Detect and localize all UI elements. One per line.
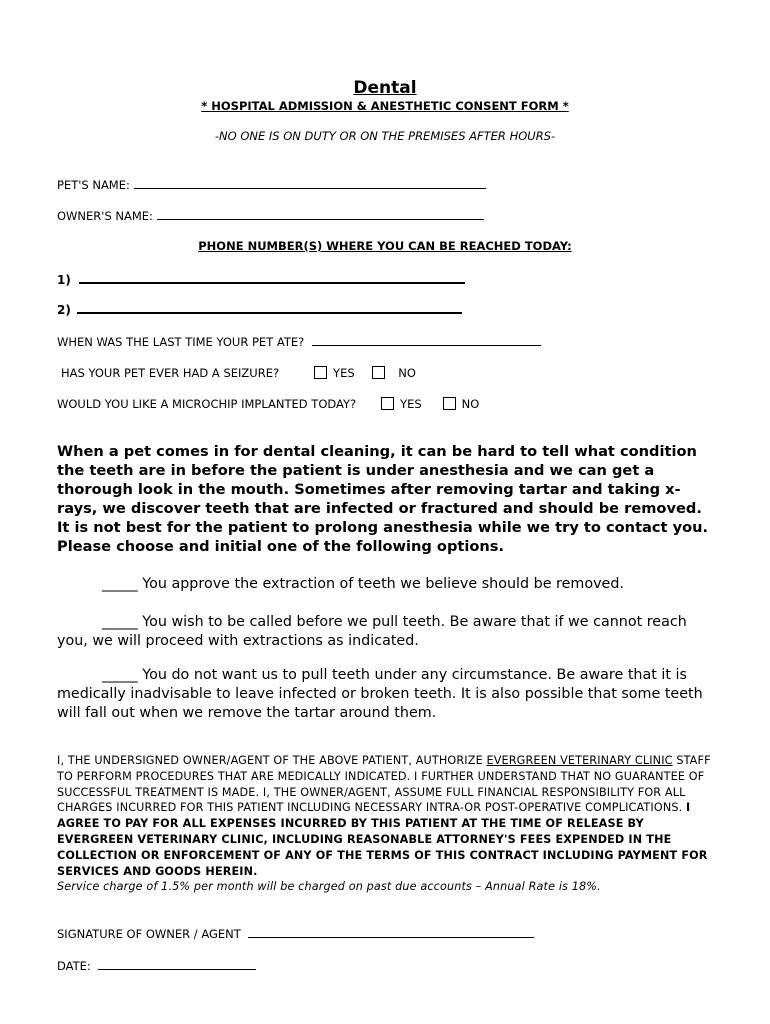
pet-name-field[interactable] xyxy=(57,178,486,192)
microchip-label: WOULD YOU LIKE A MICROCHIP IMPLANTED TODAY? xyxy=(57,397,357,411)
legal-text-2: STAFF TO PERFORM PROCEDURES THAT ARE MEDICALLY INDICATED. I FURTHER UNDERSTAND THAT NO GUARANTEE OF SUCCESSFUL TREATMENT IS MADE. I, THE OWNER/AGENT, ASSUME FULL FINANCIAL RESPONSIBILITY FOR ALL CHARGES INCURRED FOR THIS PATIENT INCLUDING NECESSARY INTRA-OR POST-OPERATIVE COMPLICATIONS. xyxy=(57,754,711,815)
phone-2-label: 2) xyxy=(57,303,71,317)
microchip-no-checkbox[interactable] xyxy=(443,397,456,410)
last-ate-field[interactable] xyxy=(57,335,541,349)
signature-label: SIGNATURE OF OWNER / AGENT xyxy=(57,927,241,941)
option-approve-extraction xyxy=(57,575,717,594)
phone-2-field[interactable] xyxy=(57,301,462,317)
phone-1-label: 1) xyxy=(57,273,71,287)
date-line[interactable] xyxy=(98,959,256,970)
microchip-yes-label: YES xyxy=(400,397,422,411)
phone-heading: PHONE NUMBER(S) WHERE YOU CAN BE REACHED TODAY: xyxy=(198,239,572,253)
phone-1-line[interactable] xyxy=(79,271,465,284)
date-field[interactable] xyxy=(57,959,256,973)
last-ate-line[interactable] xyxy=(312,335,541,346)
pet-name-line[interactable] xyxy=(134,178,486,189)
signature-line[interactable] xyxy=(248,927,534,938)
after-hours-notice: -NO ONE IS ON DUTY OR ON THE PREMISES AFTER HOURS- xyxy=(214,129,556,143)
service-charge-note: Service charge of 1.5% per month will be charged on past due accounts – Annual Rate is 18%. xyxy=(57,880,601,894)
last-ate-label: WHEN WAS THE LAST TIME YOUR PET ATE? xyxy=(57,335,305,349)
seizure-yes-label: YES xyxy=(333,366,355,380)
option-1-text: _____ You approve the extraction of teeth we believe should be removed. xyxy=(102,576,624,592)
option-2-text: _____ You wish to be called before we pull teeth. Be aware that if we cannot reach you, we will proceed with extractions as indicated. xyxy=(57,614,687,649)
form-subtitle: * HOSPITAL ADMISSION & ANESTHETIC CONSENT FORM * xyxy=(201,99,569,113)
seizure-label: HAS YOUR PET EVER HAD A SEIZURE? xyxy=(61,366,280,380)
payment-agreement: I AGREE TO PAY FOR ALL EXPENSES INCURRED BY THIS PATIENT AT THE TIME OF RELEASE BY EVERGREEN VETERINARY CLINIC, INCLUDING REASONABLE ATTORNEY'S FEES EXPENDED IN THE COLLECTION OR ENFORCEMENT OF ANY OF THE TERMS OF THIS CONTRACT INCLUDING PAYMENT FOR SERVICES AND GOODS HEREIN. xyxy=(57,801,708,878)
owner-name-label: OWNER'S NAME: xyxy=(57,209,153,223)
owner-name-line[interactable] xyxy=(157,209,484,220)
option-3-text: _____ You do not want us to pull teeth under any circumstance. Be aware that it is medically inadvisable to leave infected or broken teeth. It is also possible that some teeth will fall out when we remove the tartar around them. xyxy=(57,667,703,721)
seizure-yes-checkbox[interactable] xyxy=(314,366,327,379)
date-label: DATE: xyxy=(57,959,91,973)
legal-text-1: I, THE UNDERSIGNED OWNER/AGENT OF THE ABOVE PATIENT, AUTHORIZE xyxy=(57,754,487,767)
phone-1-field[interactable] xyxy=(57,271,465,287)
seizure-no-label: NO xyxy=(398,366,416,380)
microchip-yes-checkbox[interactable] xyxy=(381,397,394,410)
option-no-extraction xyxy=(57,666,717,723)
legal-authorization xyxy=(57,753,717,895)
owner-name-field[interactable] xyxy=(57,209,484,223)
dental-explanation: When a pet comes in for dental cleaning, it can be hard to tell what condition the teeth are in before the patient is under anesthesia and we can get a thorough look in the mouth. Sometimes after removing tartar and taking x-rays, we discover teeth that are infected or fractured and should be removed. It is not best for the patient to prolong anesthesia while we try to contact you. Please choose and initial one of the following options. xyxy=(57,443,709,555)
microchip-no-label: NO xyxy=(461,397,480,411)
option-call-first xyxy=(57,613,717,651)
phone-2-line[interactable] xyxy=(77,301,462,314)
pet-name-label: PET'S NAME: xyxy=(57,178,130,192)
form-title: Dental xyxy=(353,78,417,98)
signature-field[interactable] xyxy=(57,927,534,941)
seizure-no-checkbox[interactable] xyxy=(372,366,385,379)
seizure-question xyxy=(61,366,416,380)
microchip-question xyxy=(57,397,479,411)
clinic-name: EVERGREEN VETERINARY CLINIC xyxy=(486,754,673,767)
